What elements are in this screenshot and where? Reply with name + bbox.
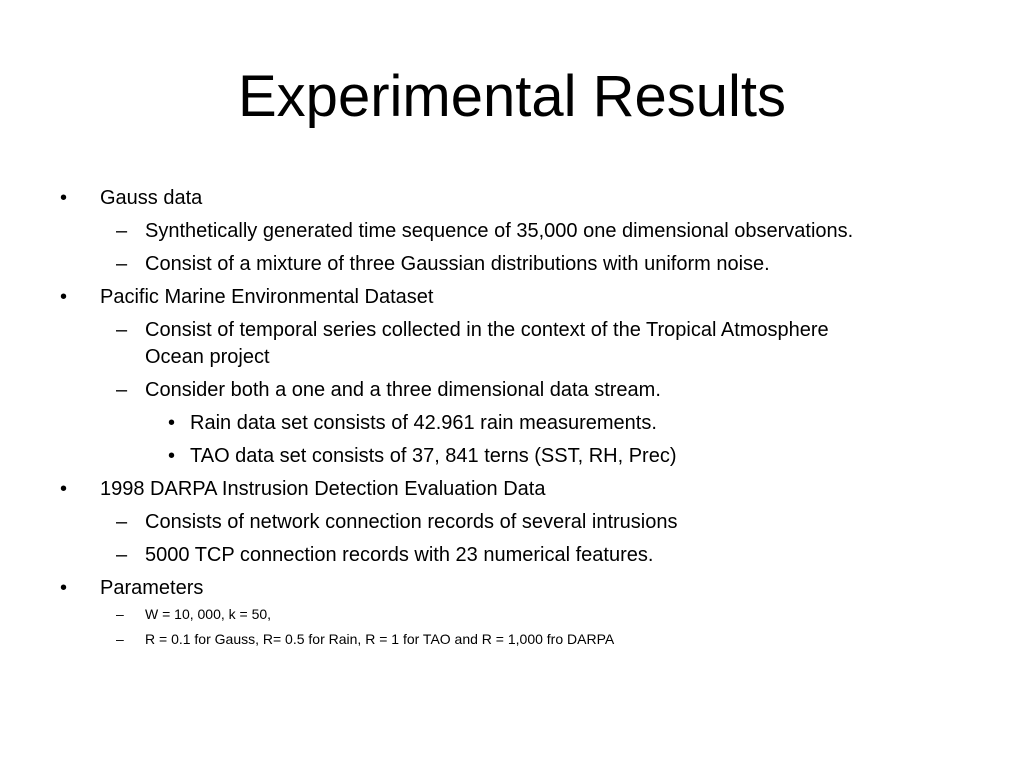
dash-marker: –: [116, 379, 128, 401]
sub-item-pacific-streams: Consider both a one and a three dimensional data stream.: [145, 379, 661, 401]
sub-sub-item-rain: Rain data set consists of 42.961 rain measurements.: [190, 412, 657, 434]
dash-marker: –: [116, 319, 128, 341]
dash-marker: –: [116, 253, 128, 275]
sub-item-darpa-tcp: 5000 TCP connection records with 23 numerical features.: [145, 544, 654, 566]
bullet-marker: •: [168, 412, 176, 434]
sub-item-pacific-temporal-line2: Ocean project: [145, 346, 270, 368]
dash-marker: –: [116, 606, 124, 622]
sub-sub-item-tao: TAO data set consists of 37, 841 terns (SST, RH, Prec): [190, 445, 677, 467]
bullet-marker: •: [60, 286, 68, 308]
bullet-marker: •: [60, 187, 68, 209]
bullet-marker: •: [60, 478, 68, 500]
bullet-marker: •: [60, 577, 68, 599]
bullet-parameters: Parameters: [100, 577, 204, 599]
dash-marker: –: [116, 631, 124, 647]
bullet-marker: •: [168, 445, 176, 467]
bullet-pacific-marine: Pacific Marine Environmental Dataset: [100, 286, 434, 308]
dash-marker: –: [116, 511, 128, 533]
bullet-gauss-data: Gauss data: [100, 187, 203, 209]
bullet-darpa: 1998 DARPA Instrusion Detection Evaluation Data: [100, 478, 546, 500]
sub-item-darpa-records: Consists of network connection records of several intrusions: [145, 511, 678, 533]
slide-title: Experimental Results: [238, 64, 786, 129]
dash-marker: –: [116, 220, 128, 242]
sub-item-params-w: W = 10, 000, k = 50,: [145, 606, 272, 622]
sub-item-gauss-synthetic: Synthetically generated time sequence of 35,000 one dimensional observations.: [145, 220, 854, 242]
sub-item-gauss-mixture: Consist of a mixture of three Gaussian distributions with uniform noise.: [145, 253, 770, 275]
dash-marker: –: [116, 544, 128, 566]
sub-item-params-r: R = 0.1 for Gauss, R= 0.5 for Rain, R = 1 for TAO and R = 1,000 fro DARPA: [145, 631, 615, 647]
sub-item-pacific-temporal-line1: Consist of temporal series collected in the context of the Tropical Atmosphere: [145, 319, 829, 341]
